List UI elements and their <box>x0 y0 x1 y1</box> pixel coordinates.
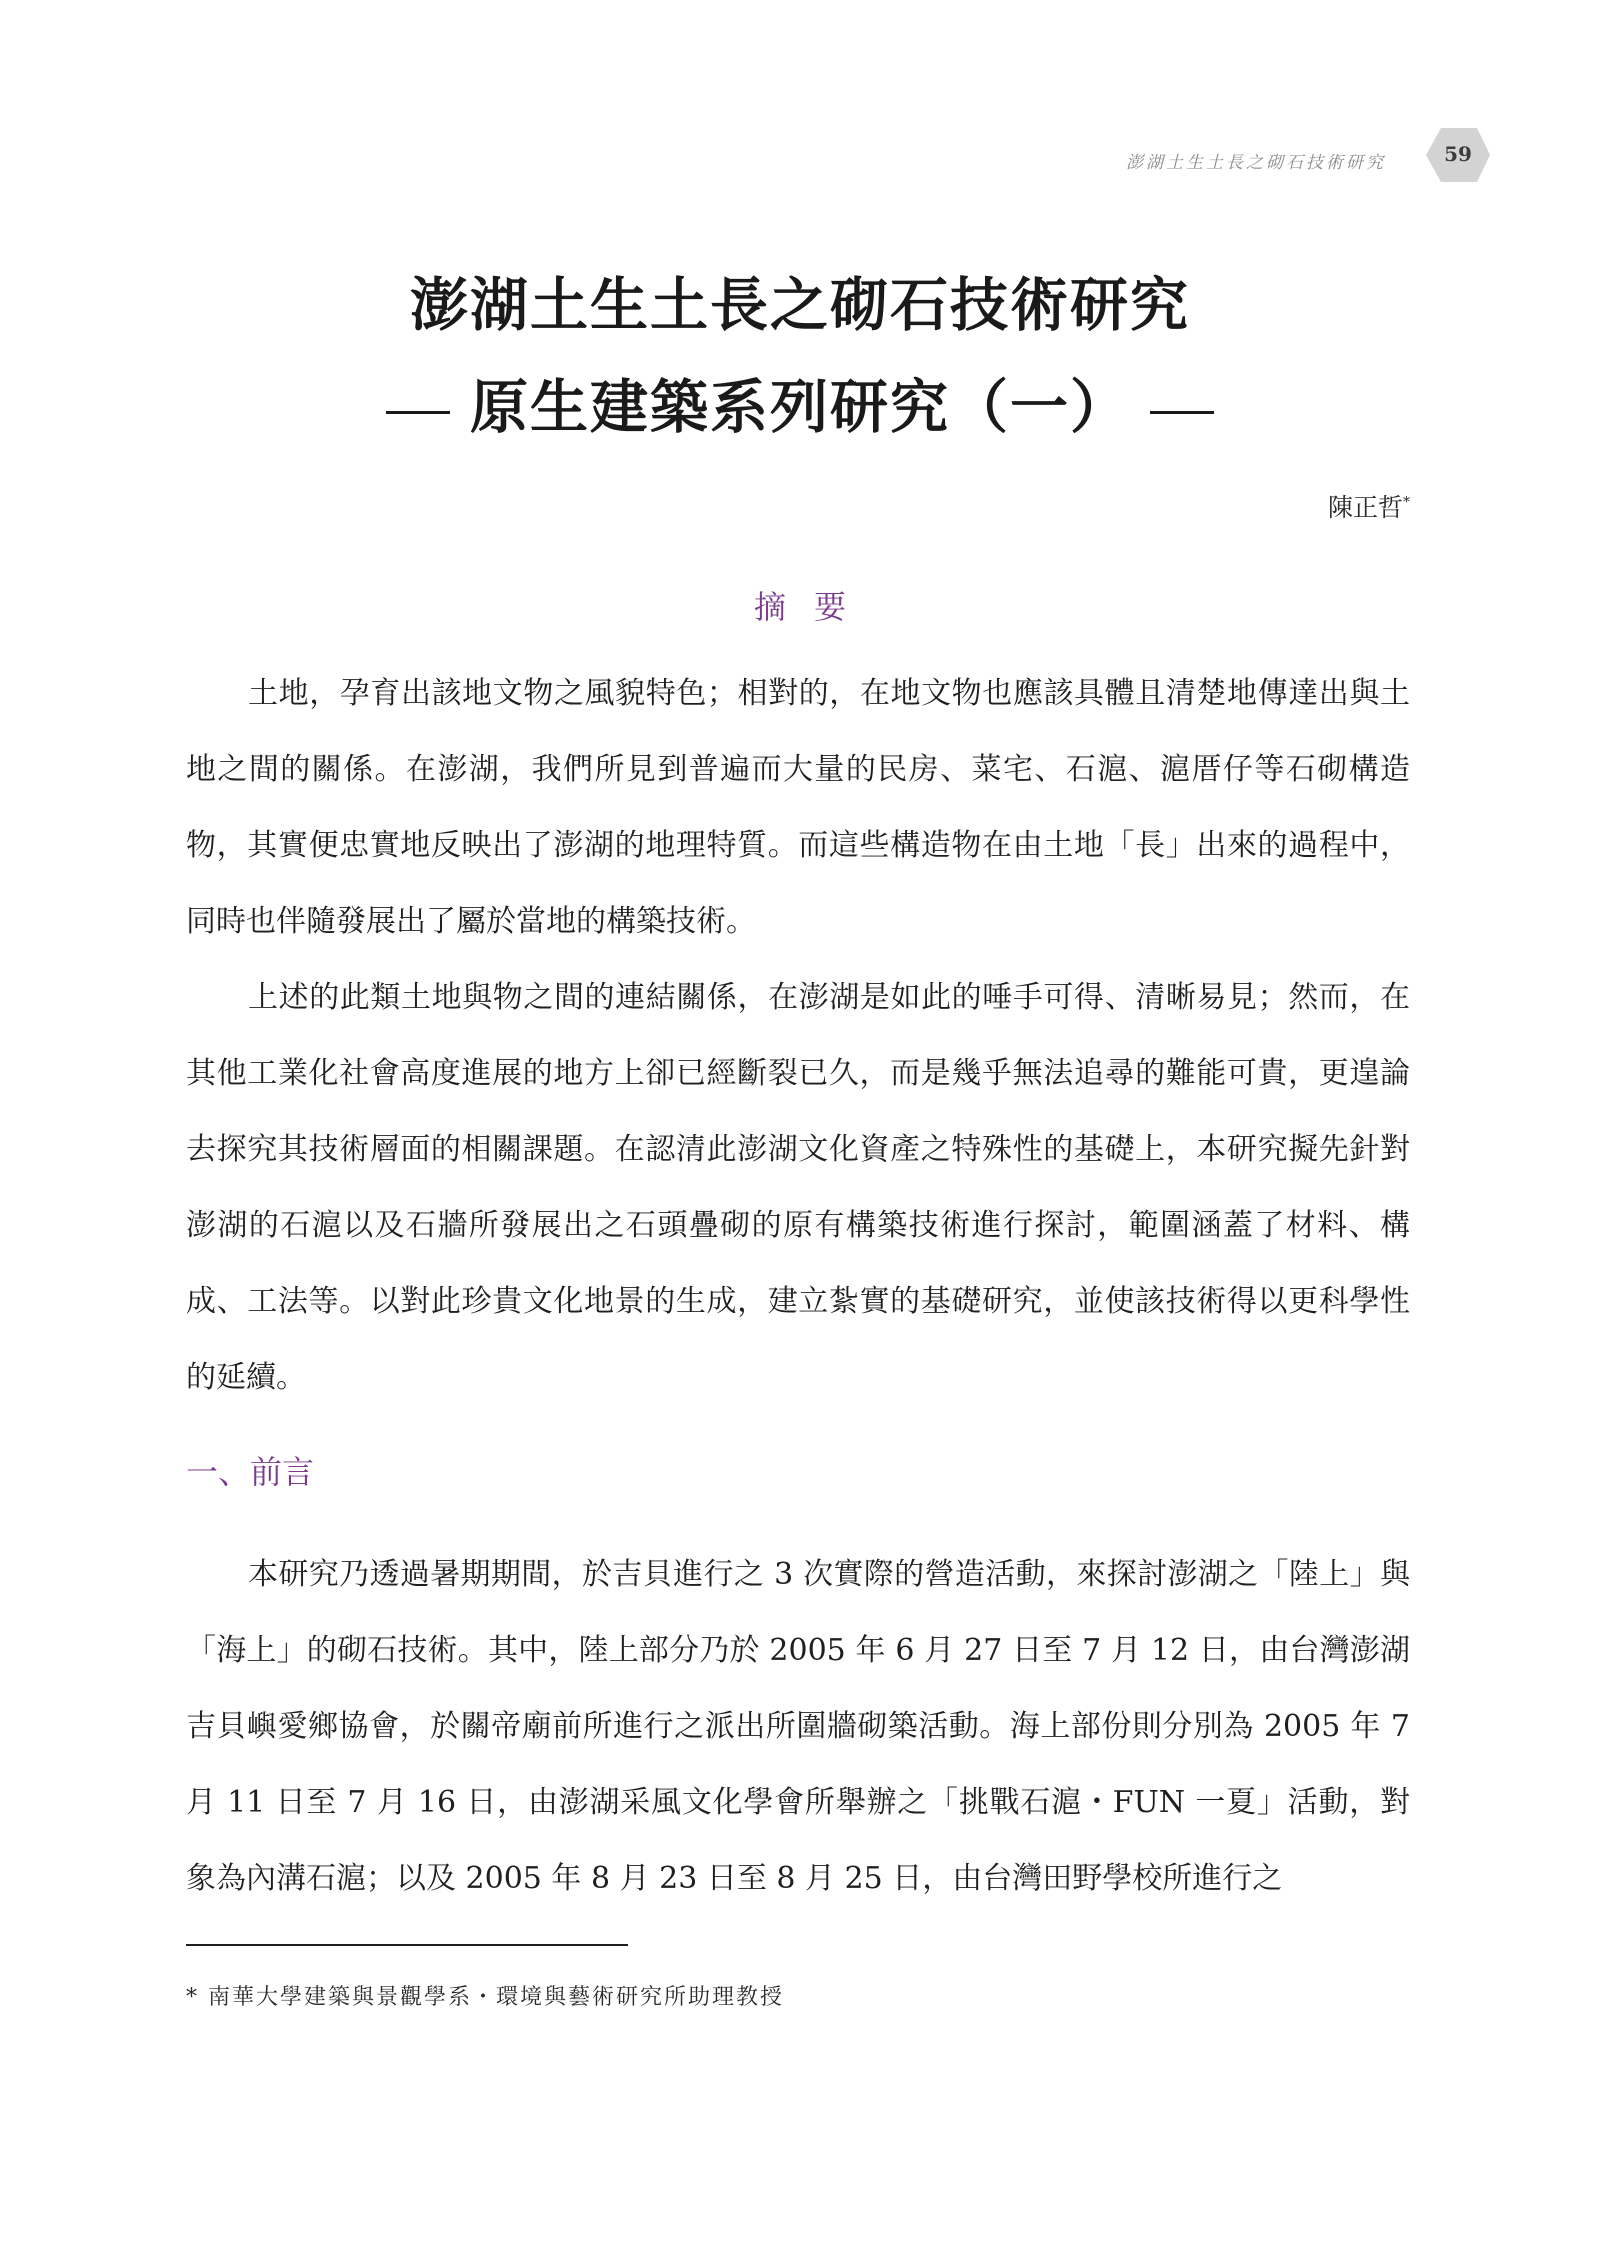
title-sub <box>0 360 1600 444</box>
abstract-paragraph-2: 上述的此類土地與物之間的連結關係，在澎湖是如此的唾手可得、清晰易見；然而，在其他工業化社會高度進展的地方上卻已經斷裂已久，而是幾乎無法追尋的難能可貴，更遑論去探究其技術層面的相關課題。在認清此澎湖文化資產之特殊性的基礎上，本研究擬先針對澎湖的石滬以及石牆所發展出之石頭疊砌的原有構築技術進行探討，範圍涵蓋了材料、構成、工法等。以對此珍貴文化地景的生成，建立紮實的基礎研究，並使該技術得以更科學性的延續。 <box>186 980 1410 1395</box>
title-main: 澎湖土生土長之砌石技術研究 <box>409 271 1190 339</box>
em-dash-left <box>386 411 450 414</box>
page-number-badge <box>1425 127 1491 183</box>
footnote-divider <box>186 1944 628 1946</box>
author-name: 陳正哲 <box>1327 493 1403 522</box>
running-head: 澎湖土生土長之砌石技術研究 <box>1126 153 1386 173</box>
abstract-paragraph-1: 土地，孕育出該地文物之風貌特色；相對的，在地文物也應該具體且清楚地傳達出與土地之間的關係。在澎湖，我們所見到普遍而大量的民房、菜宅、石滬、滬厝仔等石砌構造物，其實便忠實地反映出了澎湖的地理特質。而這些構造物在由土地「長」出來的過程中，同時也伴隨發展出了屬於當地的構築技術。 <box>186 676 1410 939</box>
em-dash-right <box>1150 411 1214 414</box>
author-footnote-mark: * <box>1403 494 1410 511</box>
abstract-heading: 摘要 <box>753 588 874 626</box>
title-sub-text: 原生建築系列研究（一） <box>469 373 1130 441</box>
page-number: 59 <box>1444 142 1472 166</box>
author <box>1200 488 1410 524</box>
section-heading-introduction: 一、前言 <box>186 1453 315 1491</box>
introduction-paragraph-1: 本研究乃透過暑期期間，於吉貝進行之 3 次實際的營造活動，來探討澎湖之「陸上」與「海上」的砌石技術。其中，陸上部分乃於 2005 年 6 月 27 日至 7 月 12 日，由台灣澎湖吉貝嶼愛鄉協會，於關帝廟前所進行之派出所圍牆砌築活動。海上部份則分別為 2005 年 7 月 11 日至 7 月 16 日，由澎湖采風文化學會所舉辦之「挑戰石滬・FUN 一夏」活動，對象為內溝石滬；以及 2005 年 8 月 23 日至 8 月 25 日，由台灣田野學校所進行之 <box>186 1557 1410 1896</box>
footnote: * 南華大學建築與景觀學系・環境與藝術研究所助理教授 <box>186 1985 784 2010</box>
